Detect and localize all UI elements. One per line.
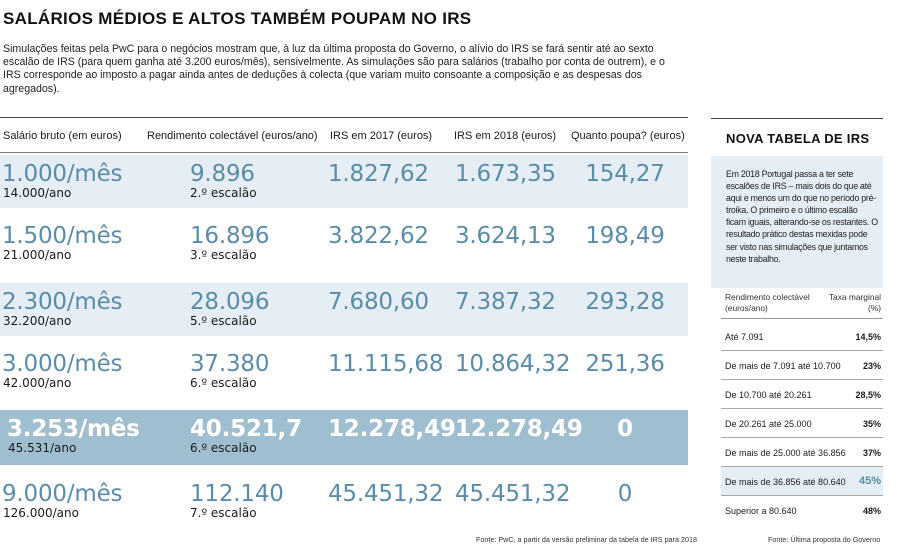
header-irs-2018: IRS em 2018 (euros)	[454, 130, 557, 142]
salary-monthly: 3.000/mês	[2, 351, 123, 377]
tax-bracket: 5.º escalão	[190, 314, 257, 328]
irs-2017-value: 7.680,60	[328, 289, 429, 315]
table-row	[0, 217, 688, 270]
salary-annual: 21.000/ano	[3, 248, 72, 262]
sidebar-irs-table	[711, 118, 883, 545]
bracket-row	[721, 438, 883, 467]
salary-monthly: 2.300/mês	[2, 289, 123, 315]
irs-2018-value: 1.673,35	[455, 161, 556, 187]
bracket-row	[721, 496, 883, 525]
bracket-label: De mais de 36.856 até 80.640	[725, 477, 846, 487]
source-note: Fonte: PwC, a partir da versão preliminar da tabela de IRS para 2018	[476, 535, 697, 544]
irs-2017-value: 45.451,32	[328, 481, 444, 507]
bracket-rate: 14,5%	[855, 332, 881, 342]
salary-annual: 126.000/ano	[3, 506, 79, 520]
salary-monthly: 1.500/mês	[2, 223, 123, 249]
header-irs-2017: IRS em 2017 (euros)	[330, 130, 433, 142]
table-row	[0, 475, 688, 528]
table-row-highlighted	[0, 410, 688, 465]
savings-value: 0	[617, 416, 633, 442]
tax-bracket: 6.º escalão	[190, 441, 257, 455]
savings-value: 251,36	[585, 351, 665, 377]
taxable-income: 16.896	[190, 223, 270, 249]
salary-annual: 14.000/ano	[3, 186, 72, 200]
salary-annual: 32.200/ano	[3, 314, 72, 328]
sidebar-header-income: Rendimento colectável (euros/ano)	[725, 292, 810, 313]
bracket-label: Até 7.091	[725, 332, 764, 342]
table-row	[0, 345, 688, 398]
irs-2017-value: 1.827,62	[328, 161, 429, 187]
bracket-rate: 45%	[858, 475, 881, 487]
sidebar-header-rate: Taxa marginal (%)	[828, 292, 881, 313]
savings-value: 154,27	[585, 161, 665, 187]
irs-2018-value: 3.624,13	[455, 223, 556, 249]
taxable-income: 9.896	[190, 161, 255, 187]
tax-bracket: 7.º escalão	[190, 506, 257, 520]
bracket-label: De 10.700 até 20.261	[725, 390, 812, 400]
bracket-row	[721, 322, 883, 351]
irs-2017-value: 11.115,68	[328, 351, 444, 377]
sidebar-text: Em 2018 Portugal passa a ter sete escalões de IRS – mais dois do que até aqui e menos um do que no período pré-troika. O primeiro e o último escalão ficam iguais, alterando-se os restantes. O resultado prático destas mexidas pode ser visto nas simulações que juntamos neste trabalho.	[726, 169, 878, 264]
tax-bracket: 3.º escalão	[190, 248, 257, 262]
sidebar-title: NOVA TABELA DE IRS	[726, 131, 870, 146]
header-divider	[0, 152, 688, 153]
top-divider	[0, 117, 688, 118]
bracket-label: De mais de 7.091 até 10.700	[725, 361, 841, 371]
table-row	[0, 155, 688, 208]
tax-bracket: 2.º escalão	[190, 186, 257, 200]
bracket-label: Superior a 80.640	[725, 506, 797, 516]
header-income: Rendimento colectável (euros/ano)	[147, 130, 318, 142]
sidebar-header-divider	[721, 318, 883, 319]
bracket-row	[721, 409, 883, 438]
irs-2018-value: 45.451,32	[455, 481, 571, 507]
bracket-rate: 35%	[862, 419, 881, 429]
taxable-income: 40.521,7	[190, 416, 302, 442]
salary-annual: 45.531/ano	[8, 441, 77, 455]
intro-paragraph: Simulações feitas pela PwC para o negócios mostram que, à luz da última proposta do Governo, o alívio do IRS se fará sentir até ao sexto escalão de IRS (para quem ganha até 3.200 euros/mês), sensivelmente. As simulações são para salários (trabalho por conta de outrem), e o IRS corresponde ao imposto a pagar ainda antes de deduções à colecta (que variam muito consoante a composição e as despesas dos agregados).	[3, 43, 665, 95]
savings-value: 0	[617, 481, 633, 507]
savings-value: 198,49	[585, 223, 665, 249]
bracket-row-highlighted	[721, 467, 883, 496]
irs-2018-value: 12.278,49	[455, 416, 583, 442]
bracket-rate: 48%	[862, 506, 881, 516]
tax-bracket: 6.º escalão	[190, 376, 257, 390]
taxable-income: 28.096	[190, 289, 270, 315]
bracket-rate: 37%	[862, 448, 881, 458]
irs-2017-value: 12.278,49	[328, 416, 456, 442]
irs-2017-value: 3.822,62	[328, 223, 429, 249]
bracket-row	[721, 351, 883, 380]
bracket-label: De mais de 25.000 até 36.856	[725, 448, 846, 458]
bracket-row	[721, 380, 883, 409]
header-savings: Quanto poupa? (euros)	[571, 130, 685, 142]
bracket-rate: 28,5%	[855, 390, 881, 400]
header-salary: Salário bruto (em euros)	[3, 130, 122, 142]
salary-monthly: 3.253/mês	[7, 416, 140, 442]
bracket-rate: 23%	[862, 361, 881, 371]
irs-2018-value: 7.387,32	[455, 289, 556, 315]
taxable-income: 112.140	[190, 481, 284, 507]
salary-annual: 42.000/ano	[3, 376, 72, 390]
salary-monthly: 1.000/mês	[2, 161, 123, 187]
salary-monthly: 9.000/mês	[2, 481, 123, 507]
irs-2018-value: 10.864,32	[455, 351, 571, 377]
savings-value: 293,28	[585, 289, 665, 315]
page-title: SALÁRIOS MÉDIOS E ALTOS TAMBÉM POUPAM NO IRS	[3, 9, 472, 28]
sidebar-top-divider	[711, 118, 883, 119]
taxable-income: 37.380	[190, 351, 270, 377]
table-row	[0, 283, 688, 336]
sidebar-source-note: Fonte: Última proposta do Governo	[768, 535, 881, 544]
bracket-label: De 20.261 até 25.000	[725, 419, 812, 429]
